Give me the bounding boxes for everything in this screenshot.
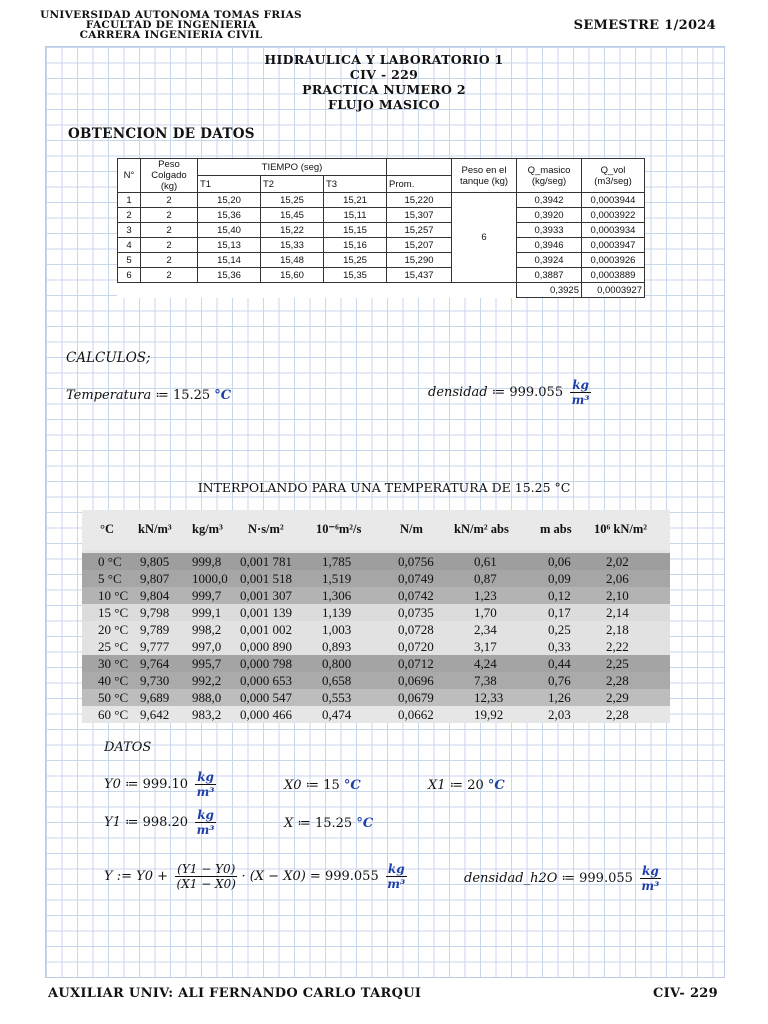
unit-numerator: kg xyxy=(387,862,405,876)
avg-q-masico: 0,3925 xyxy=(517,283,582,298)
table-cell: 1000,0 xyxy=(192,571,228,586)
table-cell: 0,000 547 xyxy=(240,690,292,705)
table-cell: 40 °C xyxy=(98,673,129,688)
table-cell: 0,000 653 xyxy=(240,673,292,688)
table-cell: 0,25 xyxy=(548,622,571,637)
section-obtencion-datos: OBTENCION DE DATOS xyxy=(68,126,255,142)
average-spacer xyxy=(118,283,517,298)
table-cell: 12,33 xyxy=(474,690,504,705)
cell-q-masico: 0,3920 xyxy=(517,208,582,223)
table-cell: 9,642 xyxy=(140,707,170,722)
y0-lhs: Y0 xyxy=(104,777,121,792)
prop-header: m abs xyxy=(540,522,572,536)
cell-t1: 15,40 xyxy=(198,223,261,238)
table-cell: 25 °C xyxy=(98,639,129,654)
table-cell: 0,893 xyxy=(322,639,352,654)
table-cell: 0,0728 xyxy=(398,622,434,637)
cell-prom: 15,220 xyxy=(387,193,452,208)
formula-unit xyxy=(386,862,407,891)
unit-numerator: kg xyxy=(572,378,589,392)
density-expression: densidad ≔ 999.055 $\frac{kg}{\text{m³}}$ xyxy=(428,378,590,407)
table-row xyxy=(82,689,670,706)
table-cell: 1,70 xyxy=(474,605,497,620)
table-cell: 0,0662 xyxy=(398,707,434,722)
cell-t3: 15,21 xyxy=(324,193,387,208)
density-unit xyxy=(570,378,591,407)
table-cell: 0,553 xyxy=(322,690,352,705)
cell-t1: 15,14 xyxy=(198,253,261,268)
formula-lhs: Y := Y0 + xyxy=(104,869,168,884)
cell-t1: 15,36 xyxy=(198,208,261,223)
x0-value: 15 xyxy=(323,778,340,793)
unit-numerator: kg xyxy=(642,864,659,878)
prop-header: kg/m³ xyxy=(192,522,223,536)
table-cell: 995,7 xyxy=(192,656,222,671)
footer-author: AUXILIAR UNIV: ALI FERNANDO CARLO TARQUI xyxy=(48,986,422,1001)
x0-unit: °C xyxy=(343,778,361,793)
table-cell: 2,29 xyxy=(606,690,629,705)
table-cell: 0,33 xyxy=(548,639,571,654)
cell-q-masico: 0,3946 xyxy=(517,238,582,253)
table-row xyxy=(82,672,670,689)
table-cell: 0,001 139 xyxy=(240,605,292,620)
cell-q-masico: 0,3942 xyxy=(517,193,582,208)
header-t3: T3 xyxy=(324,176,387,193)
table-cell: 9,789 xyxy=(140,622,170,637)
header-n: N° xyxy=(118,159,141,193)
table-row xyxy=(118,238,645,253)
table-cell: 2,18 xyxy=(606,622,629,637)
x-unit: °C xyxy=(356,816,374,831)
title-line: HIDRAULICA Y LABORATORIO 1 xyxy=(264,52,504,67)
table-cell: 9,798 xyxy=(140,605,170,620)
table-row xyxy=(82,587,670,604)
prop-header: 10⁻⁶m²/s xyxy=(316,522,362,536)
formula-result: 999.055 xyxy=(324,869,379,884)
table-cell: 988,0 xyxy=(192,690,222,705)
cell-n: 5 xyxy=(118,253,141,268)
institution-header xyxy=(36,10,306,40)
table-cell: 2,25 xyxy=(606,656,629,671)
y0-expression: Y0 ≔ 999.10 $\frac{kg}{\text{m³}}$ xyxy=(104,770,215,799)
table-cell: 999,1 xyxy=(192,605,222,620)
cell-t2: 15,45 xyxy=(261,208,324,223)
cell-n: 3 xyxy=(118,223,141,238)
table-cell: 0,12 xyxy=(548,588,571,603)
table-cell: 50 °C xyxy=(98,690,129,705)
table-cell: 0,87 xyxy=(474,571,497,586)
table-cell: 0,0696 xyxy=(398,673,434,688)
cell-t2: 15,22 xyxy=(261,223,324,238)
semester-label: SEMESTRE 1/2024 xyxy=(573,18,716,33)
table-cell: 30 °C xyxy=(98,656,129,671)
cell-t3: 15,35 xyxy=(324,268,387,283)
table-cell: 2,03 xyxy=(548,707,571,722)
prop-header: 10⁶ kN/m² xyxy=(594,522,647,536)
table-row xyxy=(118,268,645,283)
table-cell: 1,003 xyxy=(322,622,352,637)
table-row xyxy=(118,223,645,238)
formula-tail: · (X − X0) = xyxy=(241,869,321,884)
formula-fraction xyxy=(175,862,237,891)
cell-q-vol: 0,0003944 xyxy=(582,193,645,208)
header-peso: Peso Colgado (kg) xyxy=(141,159,198,193)
table-cell: 2,02 xyxy=(606,554,629,569)
table-cell: 0,001 307 xyxy=(240,588,292,603)
cell-q-vol: 0,0003926 xyxy=(582,253,645,268)
measurement-table xyxy=(117,158,645,298)
table-cell: 1,306 xyxy=(322,588,352,603)
cell-q-vol: 0,0003934 xyxy=(582,223,645,238)
cell-peso: 2 xyxy=(141,253,198,268)
title-line: FLUJO MASICO xyxy=(328,97,440,112)
temp-unit: °C xyxy=(214,388,232,403)
career-name: CARRERA INGENIERIA CIVIL xyxy=(79,29,263,41)
table-cell: 0,0756 xyxy=(398,554,434,569)
cell-prom: 15,257 xyxy=(387,223,452,238)
table-cell: 2,28 xyxy=(606,673,629,688)
table-cell: 0,06 xyxy=(548,554,571,569)
interpolation-formula xyxy=(104,862,407,891)
table-cell: 0,09 xyxy=(548,571,571,586)
table-row xyxy=(118,208,645,223)
y1-unit xyxy=(195,808,216,837)
dens-h2o-lhs: densidad_h2O xyxy=(464,871,558,886)
y1-value: 998.20 xyxy=(142,815,189,830)
x1-value: 20 xyxy=(467,778,484,793)
cell-t3: 15,11 xyxy=(324,208,387,223)
table-cell: 1,519 xyxy=(322,571,352,586)
cell-q-masico: 0,3933 xyxy=(517,223,582,238)
dens-h2o-unit xyxy=(640,864,661,893)
x-value: 15.25 xyxy=(314,816,353,831)
unit-denominator: m³ xyxy=(641,879,660,893)
table-row xyxy=(82,604,670,621)
table-cell: 9,730 xyxy=(140,673,170,688)
table-cell: 992,2 xyxy=(192,673,222,688)
table-cell: 0,0735 xyxy=(398,605,434,620)
table-row xyxy=(118,253,645,268)
table-cell: 998,2 xyxy=(192,622,222,637)
cell-t3: 15,15 xyxy=(324,223,387,238)
table-cell: 1,785 xyxy=(322,554,352,569)
temp-lhs: Temperatura xyxy=(66,388,152,403)
unit-denominator: m³ xyxy=(571,393,590,407)
header-q-vol: Q_vol (m3/seg) xyxy=(582,159,645,193)
cell-q-vol: 0,0003889 xyxy=(582,268,645,283)
prop-header: N/m xyxy=(400,522,423,536)
header-t1: T1 xyxy=(198,176,261,193)
table-cell: 19,92 xyxy=(474,707,504,722)
table-row xyxy=(82,553,670,570)
cell-t1: 15,13 xyxy=(198,238,261,253)
header-blank xyxy=(387,159,452,176)
cell-t2: 15,25 xyxy=(261,193,324,208)
document-titles xyxy=(45,52,723,112)
title-line: PRACTICA NUMERO 2 xyxy=(302,82,466,97)
y1-lhs: Y1 xyxy=(104,815,121,830)
table-cell: 4,24 xyxy=(474,656,497,671)
unit-denominator: m³ xyxy=(196,785,215,799)
table-cell: 0,474 xyxy=(322,707,352,722)
y1-expression: Y1 ≔ 998.20 $\frac{kg}{\text{m³}}$ xyxy=(104,808,215,837)
table-cell: 2,34 xyxy=(474,622,497,637)
cell-q-vol: 0,0003947 xyxy=(582,238,645,253)
water-properties-table xyxy=(82,510,670,723)
table-row xyxy=(82,621,670,638)
cell-q-masico: 0,3924 xyxy=(517,253,582,268)
cell-t2: 15,60 xyxy=(261,268,324,283)
prop-header: kN/m³ xyxy=(138,522,172,536)
x-lhs: X xyxy=(284,816,294,831)
table-cell: 999,7 xyxy=(192,588,222,603)
average-row xyxy=(118,283,645,298)
table-cell: 0,001 518 xyxy=(240,571,292,586)
calculos-label: CALCULOS; xyxy=(66,350,151,366)
table-cell: 2,14 xyxy=(606,605,629,620)
cell-prom: 15,290 xyxy=(387,253,452,268)
table-cell: 0,0712 xyxy=(398,656,434,671)
prop-header: kN/m² abs xyxy=(454,522,509,536)
table-cell: 2,28 xyxy=(606,707,629,722)
y0-value: 999.10 xyxy=(142,777,189,792)
table-row xyxy=(82,638,670,655)
temp-value: 15.25 xyxy=(172,388,211,403)
table-row xyxy=(82,570,670,587)
x-expression: X ≔ 15.25 °C xyxy=(284,816,374,831)
table-cell: 9,805 xyxy=(140,554,170,569)
table-cell: 0,000 798 xyxy=(240,656,292,671)
cell-peso-tanque: 6 xyxy=(452,193,517,283)
table-cell: 0,0720 xyxy=(398,639,434,654)
cell-t3: 15,25 xyxy=(324,253,387,268)
cell-n: 4 xyxy=(118,238,141,253)
cell-prom: 15,437 xyxy=(387,268,452,283)
table-cell: 0 °C xyxy=(98,554,122,569)
dens-lhs: densidad xyxy=(428,385,488,400)
table-cell: 3,17 xyxy=(474,639,497,654)
cell-peso: 2 xyxy=(141,193,198,208)
temperature-expression: Temperatura ≔ 15.25 °C xyxy=(66,388,232,403)
cell-n: 2 xyxy=(118,208,141,223)
formula-numerator: (Y1 − Y0) xyxy=(177,862,236,876)
cell-t1: 15,20 xyxy=(198,193,261,208)
table-cell: 997,0 xyxy=(192,639,222,654)
x1-expression: X1 ≔ 20 °C xyxy=(428,778,505,793)
table-cell: 0,000 466 xyxy=(240,707,292,722)
table-cell: 0,000 890 xyxy=(240,639,292,654)
cell-t2: 15,48 xyxy=(261,253,324,268)
table-cell: 60 °C xyxy=(98,707,129,722)
table-cell: 0,76 xyxy=(548,673,571,688)
table-cell: 9,689 xyxy=(140,690,170,705)
cell-peso: 2 xyxy=(141,268,198,283)
table-cell: 2,22 xyxy=(606,639,629,654)
density-h2o-expression: densidad_h2O ≔ 999.055 $\frac{kg}{\text{m³}}$ xyxy=(464,864,660,893)
table-cell: 0,0749 xyxy=(398,571,434,586)
table-cell: 1,139 xyxy=(322,605,352,620)
cell-n: 1 xyxy=(118,193,141,208)
cell-peso: 2 xyxy=(141,208,198,223)
table-cell: 2,10 xyxy=(606,588,629,603)
cell-n: 6 xyxy=(118,268,141,283)
table-cell: 983,2 xyxy=(192,707,222,722)
cell-prom: 15,207 xyxy=(387,238,452,253)
header-t2: T2 xyxy=(261,176,324,193)
properties-header-row xyxy=(82,510,670,550)
prop-header: N·s/m² xyxy=(248,522,284,536)
table-cell: 0,800 xyxy=(322,656,352,671)
table-cell: 15 °C xyxy=(98,605,129,620)
x0-expression: X0 ≔ 15 °C xyxy=(284,778,361,793)
table-cell: 7,38 xyxy=(474,673,497,688)
interpolation-title: INTERPOLANDO PARA UNA TEMPERATURA DE 15.25 °C xyxy=(197,480,571,495)
table-cell: 1,26 xyxy=(548,690,571,705)
table-cell: 0,001 781 xyxy=(240,554,292,569)
unit-numerator: kg xyxy=(197,770,214,784)
header-q-masico: Q_masico (kg/seg) xyxy=(517,159,582,193)
table-row xyxy=(118,193,645,208)
prop-header: °C xyxy=(100,522,115,536)
header-prom: Prom. xyxy=(387,176,452,193)
x0-lhs: X0 xyxy=(284,778,302,793)
table-cell: 9,777 xyxy=(140,639,170,654)
table-cell: 2,06 xyxy=(606,571,629,586)
table-cell: 10 °C xyxy=(98,588,129,603)
table-cell: 0,17 xyxy=(548,605,571,620)
faculty-name: FACULTAD DE INGENIERIA xyxy=(85,19,257,31)
cell-peso: 2 xyxy=(141,238,198,253)
unit-numerator: kg xyxy=(197,808,214,822)
table-cell: 9,807 xyxy=(140,571,170,586)
unit-denominator: m³ xyxy=(387,877,406,891)
avg-q-vol: 0,0003927 xyxy=(582,283,645,298)
table-cell: 20 °C xyxy=(98,622,129,637)
header-peso-tanque: Peso en el tanque (kg) xyxy=(452,159,517,193)
table-cell: 999,8 xyxy=(192,554,222,569)
x1-lhs: X1 xyxy=(428,778,446,793)
footer-course: CIV- 229 xyxy=(652,986,718,1001)
cell-t2: 15,33 xyxy=(261,238,324,253)
table-cell: 0,0679 xyxy=(398,690,434,705)
cell-prom: 15,307 xyxy=(387,208,452,223)
table-cell: 9,804 xyxy=(140,588,170,603)
table-row xyxy=(82,706,670,723)
cell-q-vol: 0,0003922 xyxy=(582,208,645,223)
cell-t1: 15,36 xyxy=(198,268,261,283)
y0-unit xyxy=(195,770,216,799)
cell-t3: 15,16 xyxy=(324,238,387,253)
formula-denominator: (X1 − X0) xyxy=(176,877,236,891)
table-row xyxy=(82,655,670,672)
table-cell: 9,764 xyxy=(140,656,170,671)
dens-value: 999.055 xyxy=(509,385,564,400)
cell-peso: 2 xyxy=(141,223,198,238)
table-cell: 1,23 xyxy=(474,588,497,603)
unit-denominator: m³ xyxy=(196,823,215,837)
cell-q-masico: 0,3887 xyxy=(517,268,582,283)
table-cell: 5 °C xyxy=(98,571,122,586)
dens-h2o-value: 999.055 xyxy=(579,871,633,886)
datos-label: DATOS xyxy=(104,740,152,755)
table-cell: 0,658 xyxy=(322,673,352,688)
table-cell: 0,0742 xyxy=(398,588,434,603)
x1-unit: °C xyxy=(487,778,505,793)
title-line: CIV - 229 xyxy=(349,67,419,82)
table-cell: 0,44 xyxy=(548,656,571,671)
table-cell: 0,61 xyxy=(474,554,497,569)
university-name: UNIVERSIDAD AUTONOMA TOMAS FRIAS xyxy=(40,9,302,21)
table-cell: 0,001 002 xyxy=(240,622,292,637)
header-tiempo: TIEMPO (seg) xyxy=(198,159,387,176)
